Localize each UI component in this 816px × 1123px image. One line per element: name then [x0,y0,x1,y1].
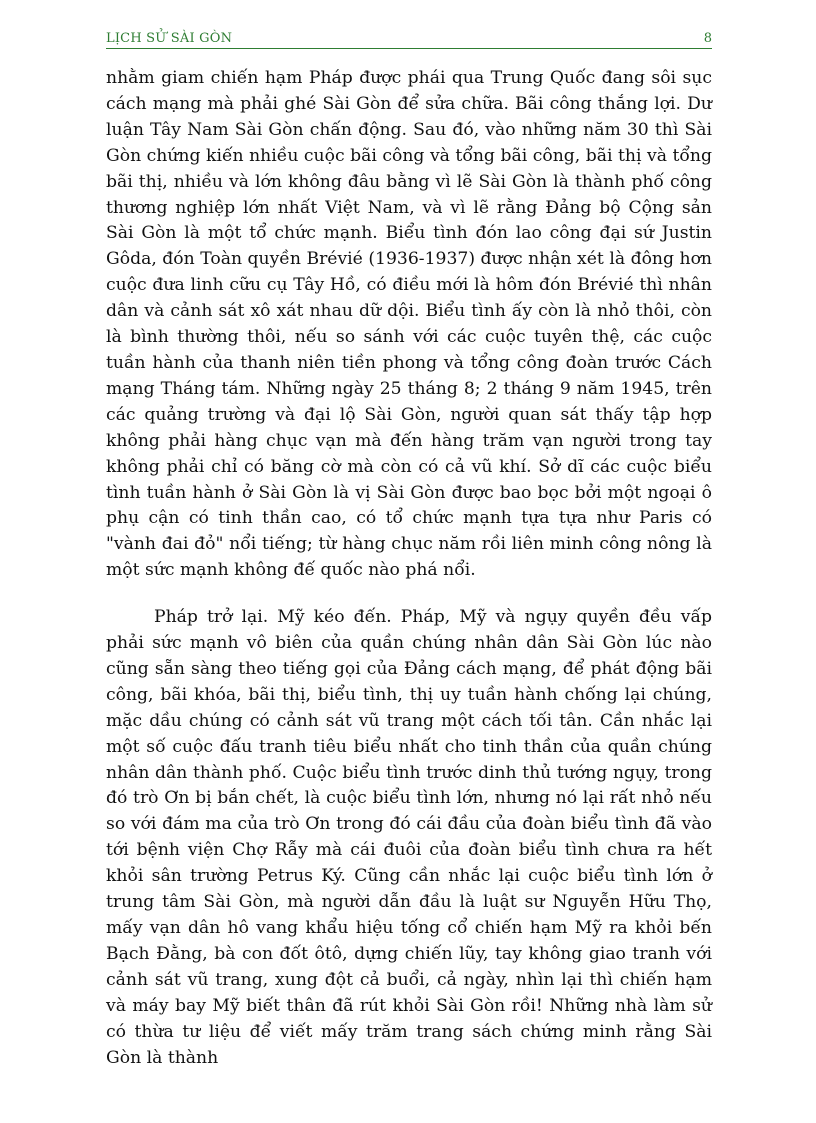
paragraph-1: nhằm giam chiến hạm Pháp được phái qua Trung Quốc đang sôi sục cách mạng mà phải ghé Sài Gòn để sửa chữa. Bãi công thắng lợi. Dư luận Tây Nam Sài Gòn chấn động. Sau đó, vào những năm 30 thì Sài Gòn chứng kiến nhiều cuộc bãi công và tổng bãi công, bãi thị và tổng bãi thị, nhiều và lớn không đâu bằng vì lẽ Sài Gòn là thành phố công thương nghiệp lớn nhất Việt Nam, và vì lẽ rằng Đảng bộ Cộng sản Sài Gòn là một tổ chức mạnh. Biểu tình đón lao công đại sứ Justin Gôda, đón Toàn quyền Brévié (1936-1937) được nhận xét là đông hơn cuộc đưa linh cữu cụ Tây Hồ, có điều mới là hôm đón Brévié thì nhân dân và cảnh sát xô xát nhau dữ dội. Biểu tình ấy còn là nhỏ thôi, còn là bình thường thôi, nếu so sánh với các cuộc tuyên thệ, các cuộc tuần hành của thanh niên tiền phong và tổng công đoàn trước Cách mạng Tháng tám. Những ngày 25 tháng 8; 2 tháng 9 năm 1945, trên các quảng trường và đại lộ Sài Gòn, người quan sát thấy tập hợp không phải hàng chục vạn mà đến hàng trăm vạn người trong tay không phải chỉ có băng cờ mà còn có cả vũ khí. Sở dĩ các cuộc biểu tình tuần hành ở Sài Gòn là vị Sài Gòn được bao bọc bởi một ngoại ô phụ cận có tinh thần cao, có tổ chức mạnh tựa tựa như Paris có "vành đai đỏ" nổi tiếng; từ hàng chục năm rồi liên minh công nông là một sức mạnh không đế quốc nào phá nổi. [106,68,712,581]
body-text [106,66,712,1071]
paragraph-2: Pháp trở lại. Mỹ kéo đến. Pháp, Mỹ và ngụy quyền đều vấp phải sức mạnh vô biên của quần chúng nhân dân Sài Gòn lúc nào cũng sẵn sàng theo tiếng gọi của Đảng cách mạng, để phát động bãi công, bãi khóa, bãi thị, biểu tình, thị uy tuần hành chống lại chúng, mặc dầu chúng có cảnh sát vũ trang một cách tối tân. Cần nhắc lại một số cuộc đấu tranh tiêu biểu nhất cho tinh thần của quần chúng nhân dân thành phố. Cuộc biểu tình trước dinh thủ tướng ngụy, trong đó trò Ơn bị bắn chết, là cuộc biểu tình lớn, nhưng nó lại rất nhỏ nếu so với đám ma của trò Ơn trong đó cái đầu của đoàn biểu tình đã vào tới bệnh viện Chợ Rẫy mà cái đuôi của đoàn biểu tình chưa ra hết khỏi sân trường Petrus Ký. Cũng cần nhắc lại cuộc biểu tình lớn ở trung tâm Sài Gòn, mà người dẫn đầu là luật sư Nguyễn Hữu Thọ, mấy vạn dân hô vang khẩu hiệu tống cổ chiến hạm Mỹ ra khỏi bến Bạch Đằng, bà con đốt ôtô, dựng chiến lũy, tay không giao tranh với cảnh sát vũ trang, xung đột cả buổi, cả ngày, nhìn lại thì chiến hạm và máy bay Mỹ biết thân đã rút khỏi Sài Gòn rồi! Những nhà làm sử có thừa tư liệu để viết mấy trăm trang sách chứng minh rằng Sài Gòn là thành [106,607,712,1068]
running-header [106,30,712,49]
header-title: LỊCH SỬ SÀI GÒN [106,31,233,46]
page-number: 8 [703,31,712,46]
